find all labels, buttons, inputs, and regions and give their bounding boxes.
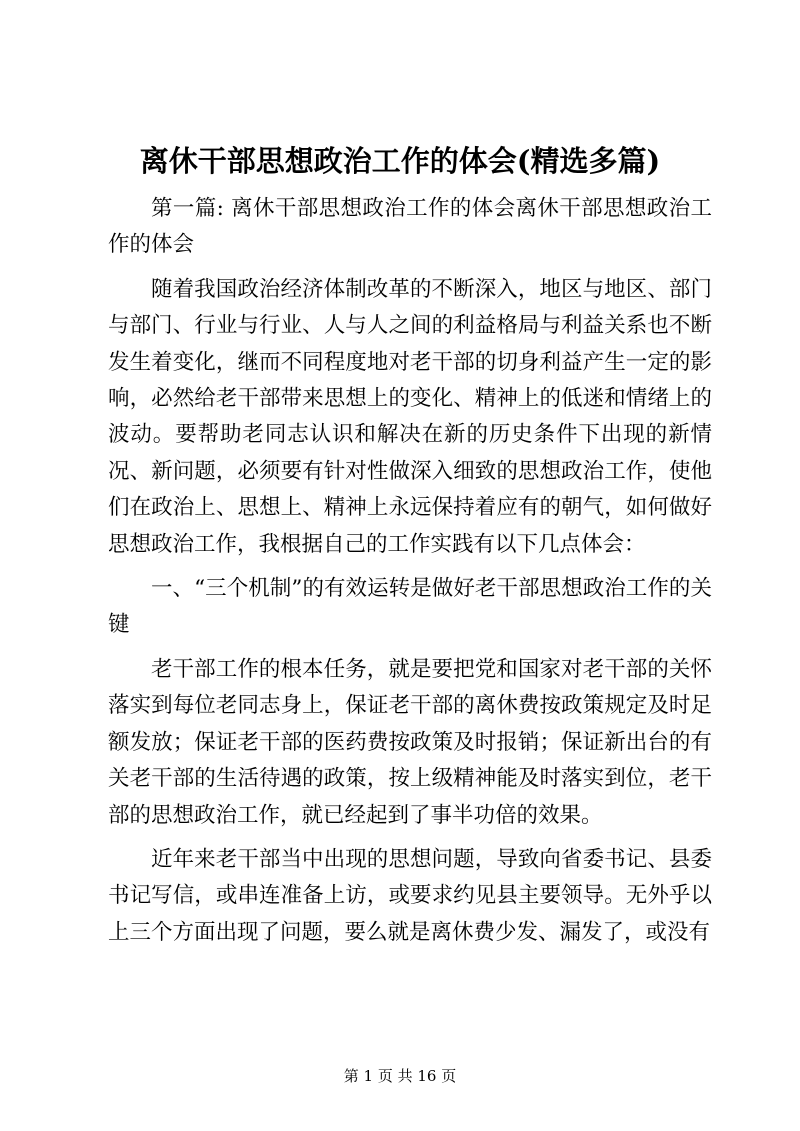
paragraph-section-heading: 一、“三个机制”的有效运转是做好老干部思想政治工作的关键: [108, 576, 712, 638]
paragraph-3: 近年来老干部当中出现的思想问题，导致向省委书记、县委书记写信，或串连准备上访，或要求约见县主要领导。无外乎以上三个方面出现了问题，要么就是离休费少发、漏发了，或没有: [108, 846, 712, 945]
paragraph-2: 老干部工作的根本任务，就是要把党和国家对老干部的关怀落实到每位老同志身上，保证老干部的离休费按政策规定及时足额发放；保证老干部的医药费按政策及时报销；保证新出台的有关老干部的生活待遇的政策，按上级精神能及时落实到位，老干部的思想政治工作，就已经起到了事半功倍的效果。: [108, 656, 712, 828]
document-body: [108, 191, 712, 951]
document-title: 离休干部思想政治工作的体会(精选多篇): [139, 144, 661, 178]
page-number-footer: 第 1 页 共 16 页: [343, 1067, 457, 1085]
paragraph-heading-1: 第一篇: 离休干部思想政治工作的体会离休干部思想政治工作的体会: [108, 196, 712, 258]
paragraph-1: 随着我国政治经济体制改革的不断深入，地区与地区、部门与部门、行业与行业、人与人之间的利益格局与利益关系也不断发生着变化，继而不同程度地对老干部的切身利益产生一定的影响，必然给老干部带来思想上的变化、精神上的低迷和情绪上的波动。要帮助老同志认识和解决在新的历史条件下出现的新情况、新问题，必须要有针对性做深入细致的思想政治工作，使他们在政治上、思想上、精神上永远保持着应有的朝气，如何做好思想政治工作，我根据自己的工作实践有以下几点体会：: [108, 276, 712, 557]
